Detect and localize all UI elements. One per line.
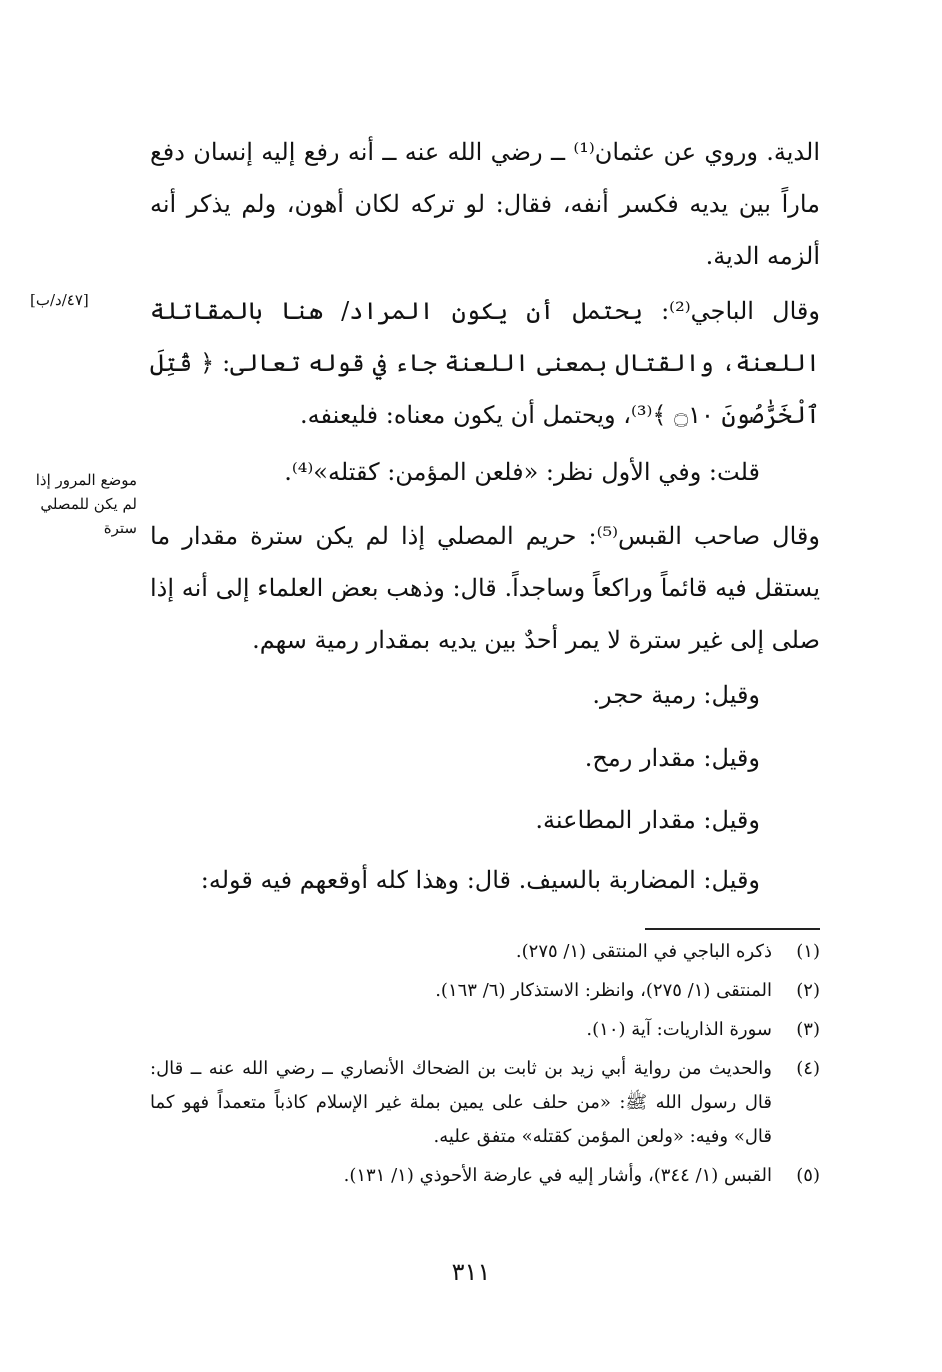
footnote-text: سورة الذاريات: آية (١٠). [586,1019,772,1040]
footnote-number: (٣) [796,1019,820,1040]
footnote-4 [150,1052,820,1154]
footnote-5 [150,1159,820,1193]
paragraph-2: وقال الباجي⁽²⁾: يحتمل أن يكون المراد/ هنا بالمقاتلة اللعنة، والقتال بمعنى اللعنة جاء في قوله تعالى: ﴿ قُتِلَ ٱلْخَرَّٰصُونَ ۝١٠ ﴾⁽³⁾، ويحتمل أن يكون معناه: فليعنفه. [150,297,820,429]
footnote-number: (٤) [796,1058,820,1079]
footnote-number: (٢) [796,980,820,1001]
paragraph-6: وقيل: مقدار رمح. [584,744,760,772]
footnote-text: المنتقى (١/ ٢٧٥)، وانظر: الاستذكار (٦/ ١٦٣). [435,980,772,1001]
footnote-text: والحديث من رواية أبي زيد بن ثابت بن الضحاك الأنصاري ــ رضي الله عنه ــ قال: قال رسول الله ﷺ: «من حلف على يمين بملة غير الإسلام كاذباً متعمداً فهو كما قال» وفيه: «ولعن المؤمن كقتله» متفق عليه. [150,1058,772,1147]
footnote-1 [150,935,820,969]
footnote-3 [150,1013,820,1047]
footnote-separator [645,928,820,930]
footnote-2 [150,974,820,1008]
paragraph-1: الدية. وروي عن عثمان⁽¹⁾ ــ رضي الله عنه ــ أنه رفع إليه إنسان دفع ماراً بين يديه فكسر أنفه، فقال: لو تركه لكان أهون، ولم يذكر أنه ألزمه الدية. [150,138,820,270]
margin-heading: موضع المرور إذا لم يكن للمصلي سترة [35,471,137,537]
footnote-text: القبس (١/ ٣٤٤)، وأشار إليه في عارضة الأحوذي (١/ ١٣١). [343,1165,772,1186]
paragraph-3: قلت: وفي الأول نظر: «فلعن المؤمن: كقتله»⁽⁴⁾. [284,458,760,486]
footnotes [150,935,820,1198]
paragraph-8: وقيل: المضاربة بالسيف. قال: وهذا كله أوقعهم فيه قوله: [200,866,760,894]
paragraph-4: وقال صاحب القبس⁽⁵⁾: حريم المصلي إذا لم يكن سترة مقدار ما يستقل فيه قائماً وراكعاً وساجداً. قال: وذهب بعض العلماء إلى أنه إذا صلى إلى غير سترة لا يمر أحدٌ بين يديه بمقدار رمية سهم. [150,522,821,654]
footnote-number: (٥) [796,1165,820,1186]
footnote-number: (١) [796,941,820,962]
page-number: ٣١١ [451,1258,491,1286]
manuscript-folio-ref: [٤٧/د/ب] [30,291,89,309]
footnote-text: ذكره الباجي في المنتقى (١/ ٢٧٥). [515,941,772,962]
paragraph-7: وقيل: مقدار المطاعنة. [535,806,760,834]
paragraph-5: وقيل: رمية حجر. [592,681,760,709]
